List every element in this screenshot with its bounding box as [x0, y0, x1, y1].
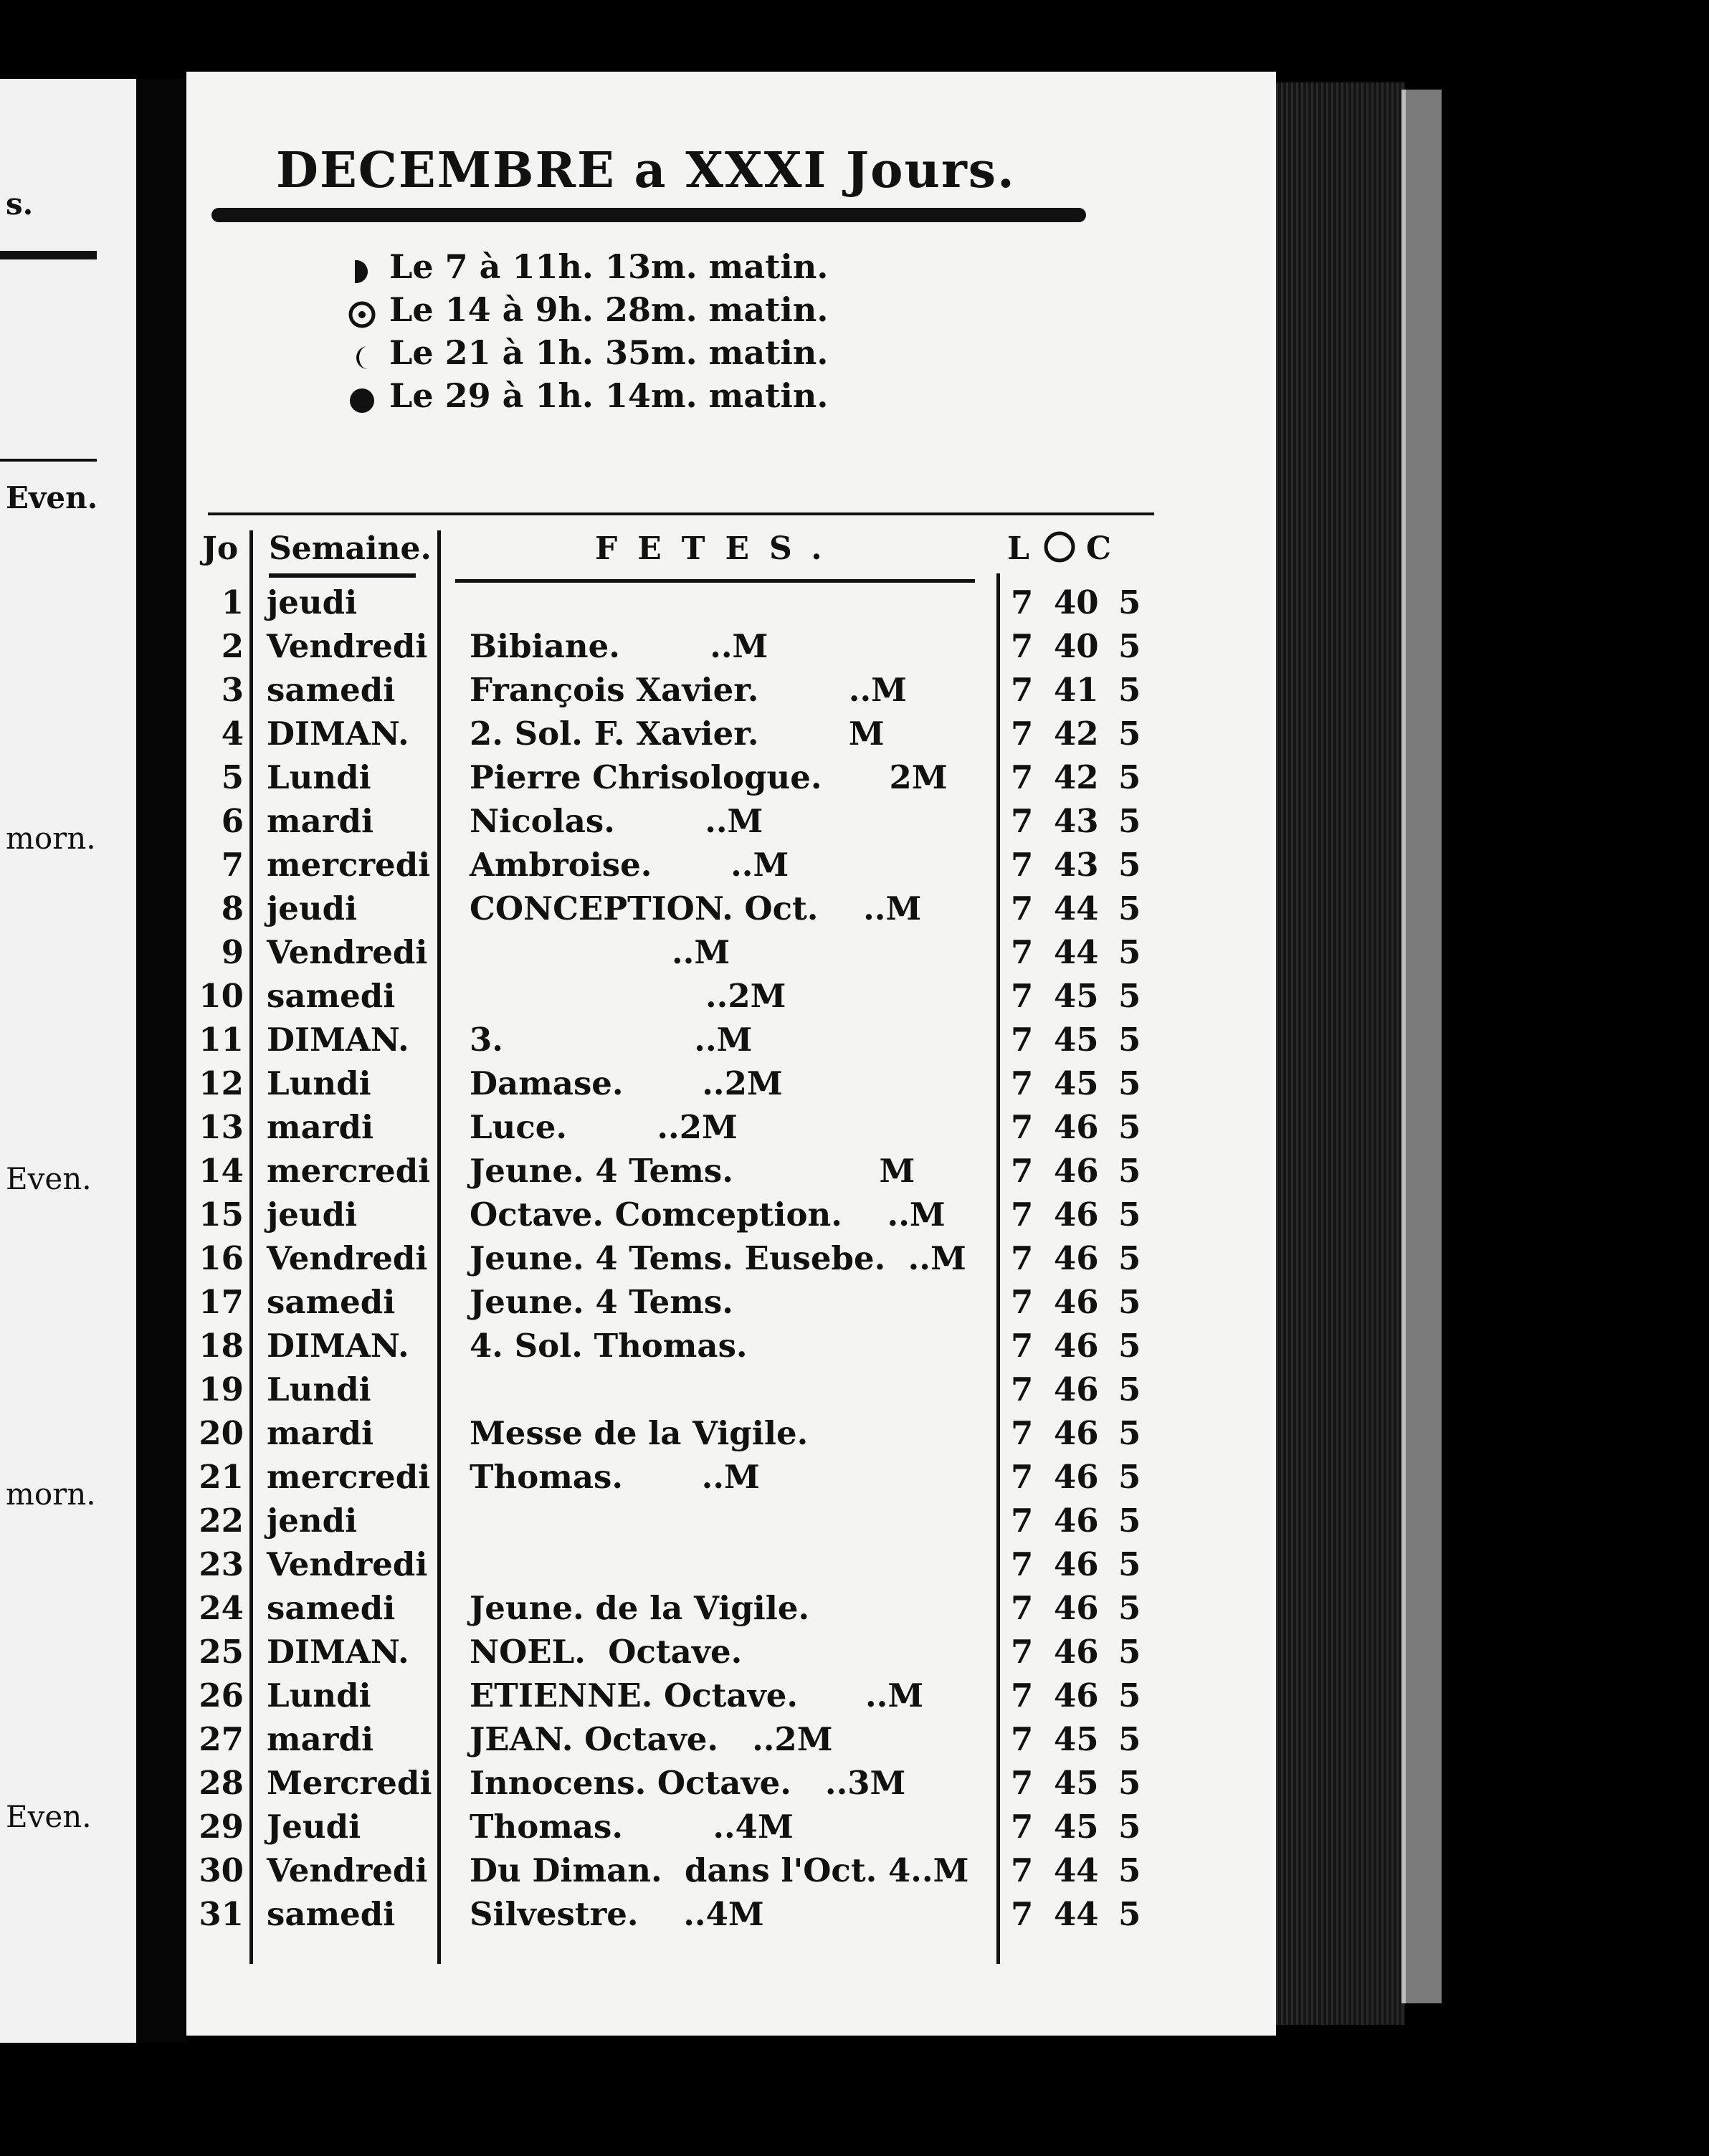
calendar-row — [186, 1236, 1262, 1280]
calendar-row — [186, 1630, 1262, 1674]
day-number: 25 — [199, 1633, 244, 1671]
day-number: 14 — [199, 1152, 244, 1190]
column-header-coucher: C — [1086, 530, 1112, 567]
sunset-hour: 5 — [1118, 1327, 1141, 1365]
weekday: Mercredi — [267, 1764, 432, 1802]
weekday: Vendredi — [267, 627, 428, 665]
sunset-hour: 5 — [1118, 1676, 1141, 1714]
calendar-header — [186, 516, 1262, 581]
weekday: Lundi — [267, 1370, 371, 1408]
sunrise-hour: 7 — [1011, 1764, 1034, 1802]
sunrise-minutes: 45 — [1054, 1808, 1099, 1846]
sunset-hour: 5 — [1118, 1152, 1141, 1190]
sunset-hour: 5 — [1118, 1370, 1141, 1408]
fete-text: Jeune. 4 Tems. — [470, 1283, 733, 1321]
calendar-row — [186, 712, 1262, 755]
sunrise-minutes: 45 — [1054, 1021, 1099, 1059]
day-number: 19 — [199, 1370, 244, 1408]
weekday: mercredi — [267, 1458, 431, 1496]
sunrise-hour: 7 — [1011, 1196, 1034, 1234]
fete-text: CONCEPTION. Oct. ..M — [470, 889, 922, 927]
sunrise-minutes: 44 — [1054, 1895, 1099, 1933]
sunrise-hour: 7 — [1011, 1720, 1034, 1758]
left-page-fragment — [0, 79, 136, 2043]
sunset-hour: 5 — [1118, 1502, 1141, 1540]
calendar-row — [186, 1499, 1262, 1542]
sunrise-hour: 7 — [1011, 1152, 1034, 1190]
day-number: 21 — [199, 1458, 244, 1496]
sunrise-hour: 7 — [1011, 1589, 1034, 1627]
sunrise-minutes: 46 — [1054, 1108, 1099, 1146]
book-cover-edge — [1401, 90, 1442, 2003]
sunrise-minutes: 45 — [1054, 1064, 1099, 1102]
calendar-row — [186, 668, 1262, 712]
calendar-row — [186, 1717, 1262, 1761]
sunrise-hour: 7 — [1011, 1851, 1034, 1889]
day-number: 28 — [199, 1764, 244, 1802]
sunrise-minutes: 40 — [1054, 627, 1099, 665]
sunrise-hour: 7 — [1011, 933, 1034, 971]
semaine-rule — [269, 573, 416, 578]
column-header-lever: L — [1007, 530, 1029, 567]
sunset-hour: 5 — [1118, 1808, 1141, 1846]
sunrise-minutes: 46 — [1054, 1414, 1099, 1452]
sunrise-minutes: 45 — [1054, 1764, 1099, 1802]
table-top-rule — [208, 512, 1154, 515]
calendar-row — [186, 1018, 1262, 1062]
title-rule — [211, 208, 1086, 222]
weekday: jeudi — [267, 1196, 358, 1234]
day-number: 27 — [199, 1720, 244, 1758]
weekday: jeudi — [267, 889, 358, 927]
day-number: 10 — [199, 977, 244, 1015]
calendar-row — [186, 1324, 1262, 1368]
fete-text: Messe de la Vigile. — [470, 1414, 809, 1452]
fete-text: Bibiane. ..M — [470, 627, 768, 665]
sunrise-minutes: 45 — [1054, 1720, 1099, 1758]
full-moon-icon — [348, 298, 376, 327]
moon-phase-text: Le 14 à 9h. 28m. matin. — [389, 290, 829, 329]
fete-text: Du Diman. dans l'Oct. 4..M — [470, 1851, 969, 1889]
fete-text: Octave. Comception. ..M — [470, 1196, 946, 1234]
fete-text: 3. ..M — [470, 1021, 753, 1059]
calendar-row — [186, 1542, 1262, 1586]
book-page-edges — [1276, 82, 1405, 2025]
sunset-hour: 5 — [1118, 715, 1141, 753]
sunrise-minutes: 46 — [1054, 1589, 1099, 1627]
sunset-hour: 5 — [1118, 1895, 1141, 1933]
sunrise-hour: 7 — [1011, 1021, 1034, 1059]
sunrise-hour: 7 — [1011, 715, 1034, 753]
sunset-hour: 5 — [1118, 846, 1141, 884]
left-page-fragment-text: morn. — [6, 1477, 96, 1512]
sunrise-hour: 7 — [1011, 758, 1034, 796]
sunrise-minutes: 42 — [1054, 758, 1099, 796]
calendar-row — [186, 755, 1262, 799]
left-page-fragment-text: morn. — [6, 821, 96, 856]
sunrise-minutes: 46 — [1054, 1327, 1099, 1365]
weekday: samedi — [267, 1895, 396, 1933]
sunset-hour: 5 — [1118, 1414, 1141, 1452]
new-moon-icon — [348, 384, 376, 413]
sunrise-hour: 7 — [1011, 1370, 1034, 1408]
sunrise-minutes: 40 — [1054, 583, 1099, 621]
page-title: DECEMBRE a XXXI Jours. — [276, 142, 1016, 199]
sun-icon — [1043, 530, 1076, 563]
sunrise-hour: 7 — [1011, 1108, 1034, 1146]
weekday: mercredi — [267, 1152, 431, 1190]
sunset-hour: 5 — [1118, 889, 1141, 927]
sunrise-minutes: 45 — [1054, 977, 1099, 1015]
moon-phase-row — [348, 290, 828, 333]
sunset-hour: 5 — [1118, 1196, 1141, 1234]
weekday: samedi — [267, 977, 396, 1015]
fete-text: Damase. ..2M — [470, 1064, 783, 1102]
moon-phase-row — [348, 376, 828, 419]
fete-text: Innocens. Octave. ..3M — [470, 1764, 906, 1802]
sunset-hour: 5 — [1118, 627, 1141, 665]
day-number: 31 — [199, 1895, 244, 1933]
left-page-rule — [0, 459, 97, 462]
sunrise-hour: 7 — [1011, 846, 1034, 884]
day-number: 20 — [199, 1414, 244, 1452]
fete-text: ..M — [470, 933, 730, 971]
calendar-row — [186, 1761, 1262, 1805]
sunrise-hour: 7 — [1011, 1414, 1034, 1452]
sunrise-hour: 7 — [1011, 1502, 1034, 1540]
calendar-row — [186, 1368, 1262, 1411]
calendar-row — [186, 1674, 1262, 1717]
weekday: mardi — [267, 1414, 374, 1452]
fete-text: ETIENNE. Octave. ..M — [470, 1676, 924, 1714]
sunrise-hour: 7 — [1011, 1283, 1034, 1321]
sunset-hour: 5 — [1118, 1545, 1141, 1583]
sunset-hour: 5 — [1118, 977, 1141, 1015]
fete-text: Pierre Chrisologue. 2M — [470, 758, 948, 796]
calendar-row — [186, 1062, 1262, 1105]
sunrise-hour: 7 — [1011, 1545, 1034, 1583]
column-header-jours: Jo — [202, 530, 239, 567]
sunrise-hour: 7 — [1011, 1633, 1034, 1671]
column-header-semaine: Semaine. — [269, 530, 432, 567]
sunrise-minutes: 46 — [1054, 1545, 1099, 1583]
calendar-row — [186, 930, 1262, 974]
sunrise-hour: 7 — [1011, 1064, 1034, 1102]
weekday: jendi — [267, 1502, 358, 1540]
sunset-hour: 5 — [1118, 1851, 1141, 1889]
calendar-row — [186, 1105, 1262, 1149]
calendar-row — [186, 1586, 1262, 1630]
weekday: DIMAN. — [267, 715, 409, 753]
calendar-row — [186, 1805, 1262, 1849]
weekday: DIMAN. — [267, 1327, 409, 1365]
calendar-row — [186, 1280, 1262, 1324]
sunset-hour: 5 — [1118, 1720, 1141, 1758]
weekday: Vendredi — [267, 1239, 428, 1277]
weekday: DIMAN. — [267, 1633, 409, 1671]
sunset-hour: 5 — [1118, 802, 1141, 840]
weekday: Jeudi — [267, 1808, 361, 1846]
fete-text: 4. Sol. Thomas. — [470, 1327, 748, 1365]
sunrise-minutes: 42 — [1054, 715, 1099, 753]
fete-text: Thomas. ..M — [470, 1458, 760, 1496]
first-quarter-icon — [348, 255, 376, 284]
day-number: 9 — [221, 933, 244, 971]
day-number: 30 — [199, 1851, 244, 1889]
day-number: 7 — [221, 846, 244, 884]
calendar-row — [186, 974, 1262, 1018]
weekday: Lundi — [267, 1676, 371, 1714]
fete-text: Jeune. 4 Tems. Eusebe. ..M — [470, 1239, 966, 1277]
sunrise-minutes: 46 — [1054, 1502, 1099, 1540]
day-number: 12 — [199, 1064, 244, 1102]
day-number: 1 — [221, 583, 244, 621]
day-number: 5 — [221, 758, 244, 796]
calendar-row — [186, 887, 1262, 930]
moon-phase-text: Le 29 à 1h. 14m. matin. — [389, 376, 829, 415]
calendar-row — [186, 1849, 1262, 1892]
sunset-hour: 5 — [1118, 1064, 1141, 1102]
sunset-hour: 5 — [1118, 671, 1141, 709]
sunset-hour: 5 — [1118, 583, 1141, 621]
weekday: Lundi — [267, 1064, 371, 1102]
day-number: 15 — [199, 1196, 244, 1234]
moon-phase-text: Le 7 à 11h. 13m. matin. — [389, 247, 829, 286]
day-number: 4 — [221, 715, 244, 753]
fete-text: 2. Sol. F. Xavier. M — [470, 715, 885, 753]
weekday: mardi — [267, 1720, 374, 1758]
sunrise-hour: 7 — [1011, 1458, 1034, 1496]
sunrise-hour: 7 — [1011, 1327, 1034, 1365]
left-page-fragment-text: Even. — [6, 1799, 92, 1834]
calendar-row — [186, 843, 1262, 887]
sunset-hour: 5 — [1118, 1589, 1141, 1627]
calendar-page — [186, 72, 1276, 2036]
fete-text: Ambroise. ..M — [470, 846, 789, 884]
fete-text: Jeune. de la Vigile. — [470, 1589, 810, 1627]
sunset-hour: 5 — [1118, 1239, 1141, 1277]
column-header-fetes: FETES. — [595, 530, 842, 567]
sunset-hour: 5 — [1118, 1458, 1141, 1496]
weekday: Vendredi — [267, 933, 428, 971]
fete-text: NOEL. Octave. — [470, 1633, 743, 1671]
sunrise-minutes: 41 — [1054, 671, 1099, 709]
book-gutter — [136, 79, 186, 2043]
sunset-hour: 5 — [1118, 1283, 1141, 1321]
left-page-fragment-text: Even. — [6, 480, 98, 515]
day-number: 26 — [199, 1676, 244, 1714]
sunset-hour: 5 — [1118, 1108, 1141, 1146]
calendar-row — [186, 1455, 1262, 1499]
sunrise-minutes: 44 — [1054, 1851, 1099, 1889]
calendar-rows — [186, 581, 1262, 1936]
sunrise-hour: 7 — [1011, 977, 1034, 1015]
day-number: 11 — [199, 1021, 244, 1059]
weekday: Vendredi — [267, 1851, 428, 1889]
day-number: 3 — [221, 671, 244, 709]
calendar-row — [186, 1149, 1262, 1193]
left-page-fragment-text: Even. — [6, 1161, 92, 1196]
weekday: mercredi — [267, 846, 431, 884]
day-number: 22 — [199, 1502, 244, 1540]
sunrise-hour: 7 — [1011, 1808, 1034, 1846]
calendar-row — [186, 624, 1262, 668]
sunrise-hour: 7 — [1011, 1239, 1034, 1277]
day-number: 23 — [199, 1545, 244, 1583]
sunrise-minutes: 46 — [1054, 1239, 1099, 1277]
sunset-hour: 5 — [1118, 1764, 1141, 1802]
weekday: samedi — [267, 1589, 396, 1627]
weekday: samedi — [267, 671, 396, 709]
sunset-hour: 5 — [1118, 1021, 1141, 1059]
sunrise-minutes: 44 — [1054, 889, 1099, 927]
calendar-row — [186, 581, 1262, 624]
moon-phase-row — [348, 247, 828, 290]
sunrise-hour: 7 — [1011, 627, 1034, 665]
day-number: 8 — [221, 889, 244, 927]
sunrise-minutes: 46 — [1054, 1152, 1099, 1190]
day-number: 17 — [199, 1283, 244, 1321]
calendar-row — [186, 799, 1262, 843]
fete-text: Luce. ..2M — [470, 1108, 738, 1146]
weekday: jeudi — [267, 583, 358, 621]
sunrise-minutes: 46 — [1054, 1458, 1099, 1496]
calendar-row — [186, 1892, 1262, 1936]
left-page-rule — [0, 251, 97, 259]
fete-text: Thomas. ..4M — [470, 1808, 794, 1846]
last-quarter-icon — [348, 341, 376, 370]
day-number: 24 — [199, 1589, 244, 1627]
moon-phase-text: Le 21 à 1h. 35m. matin. — [389, 333, 829, 372]
sunrise-minutes: 46 — [1054, 1633, 1099, 1671]
sunset-hour: 5 — [1118, 933, 1141, 971]
weekday: mardi — [267, 802, 374, 840]
moon-phase-row — [348, 333, 828, 376]
sunrise-minutes: 46 — [1054, 1283, 1099, 1321]
fete-text: JEAN. Octave. ..2M — [470, 1720, 833, 1758]
calendar-row — [186, 1193, 1262, 1236]
day-number: 13 — [199, 1108, 244, 1146]
weekday: DIMAN. — [267, 1021, 409, 1059]
sunrise-minutes: 44 — [1054, 933, 1099, 971]
day-number: 29 — [199, 1808, 244, 1846]
sunrise-hour: 7 — [1011, 583, 1034, 621]
sunrise-hour: 7 — [1011, 889, 1034, 927]
day-number: 16 — [199, 1239, 244, 1277]
sunrise-hour: 7 — [1011, 802, 1034, 840]
sunrise-hour: 7 — [1011, 1895, 1034, 1933]
day-number: 2 — [221, 627, 244, 665]
sunrise-minutes: 46 — [1054, 1370, 1099, 1408]
fete-text: François Xavier. ..M — [470, 671, 907, 709]
fete-text: Nicolas. ..M — [470, 802, 763, 840]
fete-text: Silvestre. ..4M — [470, 1895, 764, 1933]
day-number: 6 — [221, 802, 244, 840]
weekday: samedi — [267, 1283, 396, 1321]
sunrise-minutes: 43 — [1054, 802, 1099, 840]
sunset-hour: 5 — [1118, 1633, 1141, 1671]
weekday: Lundi — [267, 758, 371, 796]
moon-phases — [348, 247, 828, 419]
sunrise-minutes: 43 — [1054, 846, 1099, 884]
day-number: 18 — [199, 1327, 244, 1365]
calendar-row — [186, 1411, 1262, 1455]
sunset-hour: 5 — [1118, 758, 1141, 796]
weekday: Vendredi — [267, 1545, 428, 1583]
fete-text: Jeune. 4 Tems. M — [470, 1152, 915, 1190]
sunrise-hour: 7 — [1011, 1676, 1034, 1714]
fete-text: ..2M — [470, 977, 786, 1015]
weekday: mardi — [267, 1108, 374, 1146]
sunrise-minutes: 46 — [1054, 1676, 1099, 1714]
left-page-fragment-text: s. — [6, 186, 34, 221]
sunrise-minutes: 46 — [1054, 1196, 1099, 1234]
sunrise-hour: 7 — [1011, 671, 1034, 709]
